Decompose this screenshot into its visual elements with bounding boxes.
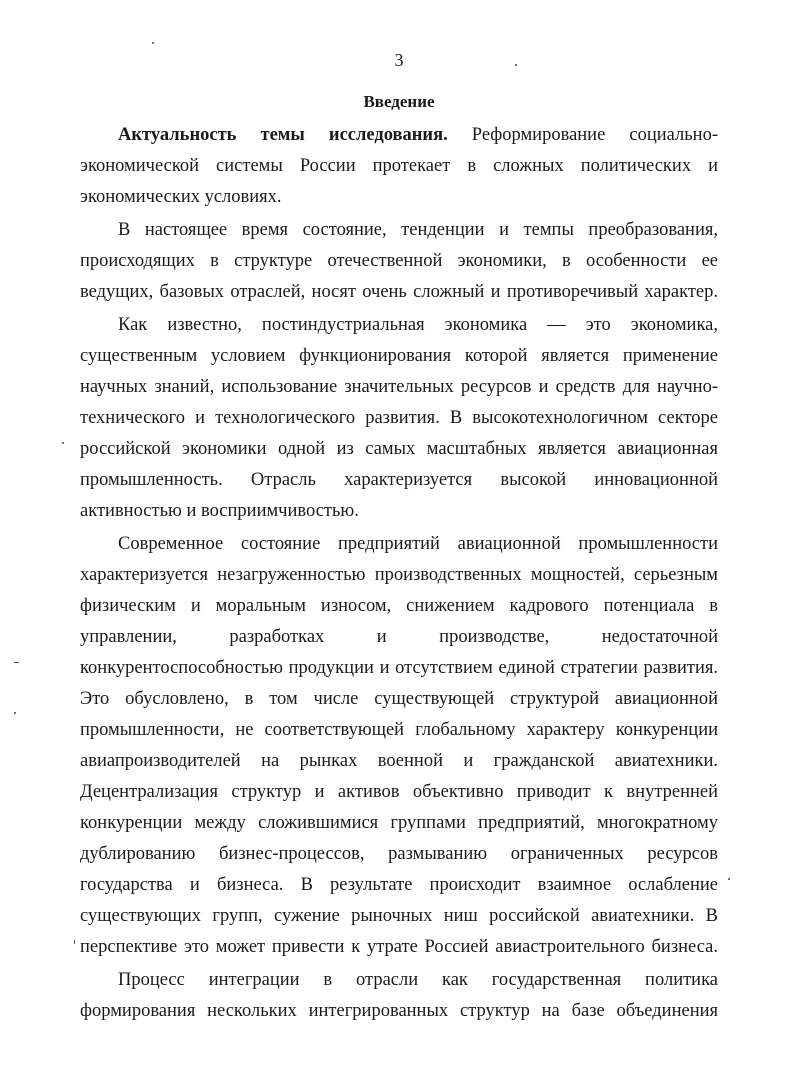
line-text: Как известно, постиндустриальная экономика — это экономика,: [118, 315, 718, 335]
text-line: [80, 781, 718, 803]
line-text: научных знаний, использование значительных ресурсов и средств для научно-: [80, 377, 718, 397]
line-text: промышленности, не соответствующей глобальному характеру конкуренции: [80, 720, 718, 740]
line-text: государства и бизнеса. В результате происходит взаимное ослабление: [80, 875, 718, 895]
line-text: формирования нескольких интегрированных структур на базе объединения: [80, 1001, 718, 1021]
scan-speck: [152, 42, 154, 44]
scan-speck: [74, 940, 75, 944]
line-text: характеризуется незагруженностью производственных мощностей, серьезным: [80, 565, 718, 585]
text-line: [118, 124, 718, 146]
line-text: перспективе это может привести к утрате Россией авиастроительного бизнеса.: [80, 937, 718, 957]
text-line: [80, 626, 718, 648]
line-text: Современное состояние предприятий авиационной промышленности: [118, 534, 718, 554]
line-text: Процесс интеграции в отрасли как государственная политика: [118, 970, 718, 990]
text-line: [80, 905, 718, 927]
line-text: В настоящее время состояние, тенденции и темпы преобразования,: [118, 220, 718, 240]
line-text: технического и технологического развития. В высокотехнологичном секторе: [80, 408, 718, 428]
text-line: [80, 500, 718, 522]
text-line: [80, 186, 718, 208]
text-line: [80, 469, 718, 491]
bold-lead-in: Актуальность темы исследования.: [118, 125, 448, 145]
line-text: физическим и моральным износом, снижением кадрового потенциала в: [80, 596, 718, 616]
line-text: ведущих, базовых отраслей, носят очень сложный и противоречивый характер.: [80, 282, 718, 302]
text-line: [80, 1000, 718, 1022]
text-line: [80, 155, 718, 177]
line-text: экономической системы России протекает в сложных политических и: [80, 156, 718, 176]
text-line: [80, 936, 718, 958]
line-text: Реформирование социально-: [447, 125, 718, 145]
text-line: [80, 281, 718, 303]
text-line: [80, 812, 718, 834]
text-line: [80, 250, 718, 272]
line-text: активностью и восприимчивостью.: [80, 501, 359, 521]
line-text: существенным условием функционирования которой является применение: [80, 346, 718, 366]
scan-speck: [62, 442, 64, 444]
section-heading: Введение: [363, 92, 435, 111]
line-text: происходящих в структуре отечественной экономики, в особенности ее: [80, 251, 718, 271]
scan-speck: [515, 64, 517, 66]
line-text: Это обусловлено, в том числе существующей структурой авиационной: [80, 689, 718, 709]
text-line: [118, 533, 718, 555]
line-text: дублированию бизнес-процессов, размыванию ограниченных ресурсов: [80, 844, 718, 864]
text-line: [80, 376, 718, 398]
scan-speck: [14, 712, 16, 714]
text-line: [80, 595, 718, 617]
text-line: [80, 657, 718, 679]
text-line: [80, 843, 718, 865]
line-text: промышленность. Отрасль характеризуется высокой инновационной: [80, 470, 718, 490]
text-line: [80, 750, 718, 772]
line-text: существующих групп, сужение рыночных ниш российской авиатехники. В: [80, 906, 718, 926]
text-line: [118, 969, 718, 991]
scan-speck: [14, 662, 19, 663]
line-text: российской экономики одной из самых масштабных является авиационная: [80, 439, 718, 459]
text-line: [80, 438, 718, 460]
line-text: Децентрализация структур и активов объективно приводит к внутренней: [80, 782, 718, 802]
line-text: управлении, разработках и производстве, недостаточной: [80, 627, 718, 647]
line-text: авиапроизводителей на рынках военной и гражданской авиатехники.: [80, 751, 718, 771]
page-number: 3: [394, 50, 404, 70]
text-line: [118, 219, 718, 241]
text-line: [80, 407, 718, 429]
text-line: [80, 564, 718, 586]
line-text: конкуренции между сложившимися группами предприятий, многократному: [80, 813, 718, 833]
text-line: [80, 345, 718, 367]
text-line: [80, 688, 718, 710]
line-text: экономических условиях.: [80, 187, 282, 207]
text-line: [118, 314, 718, 336]
line-text: конкурентоспособностью продукции и отсутствием единой стратегии развития.: [80, 658, 718, 678]
text-line: [80, 874, 718, 896]
text-line: [80, 719, 718, 741]
scan-speck: [728, 878, 730, 880]
